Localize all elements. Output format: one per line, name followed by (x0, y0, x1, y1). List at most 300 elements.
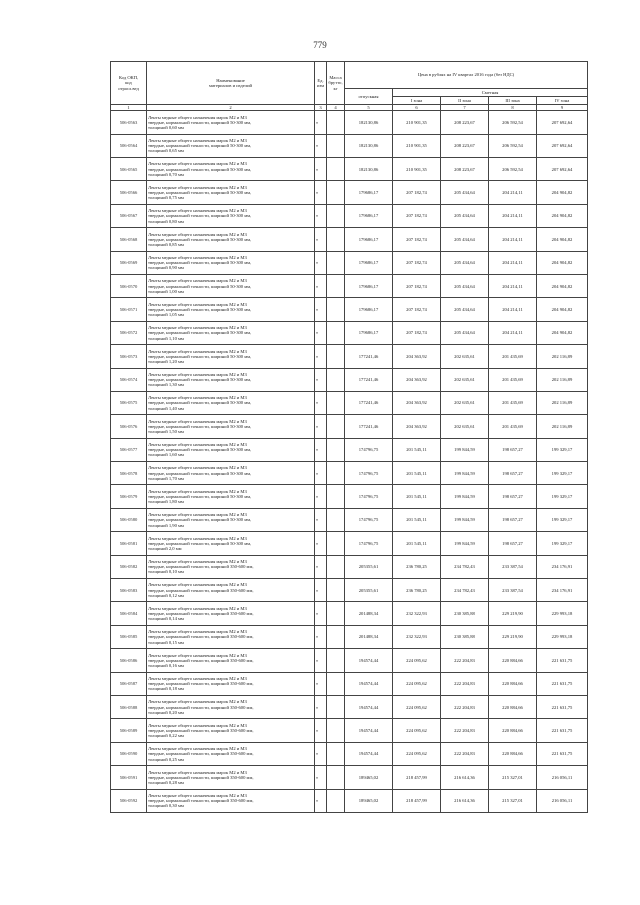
table-row (111, 579, 588, 602)
gross-weight (327, 298, 345, 321)
product-name-line: толщиной 0,80 мм (148, 218, 184, 224)
zone-3-price: 198 657,27 (489, 438, 537, 461)
unit-of-measure: т (315, 134, 327, 157)
zone-3-price: 229 219,90 (489, 602, 537, 625)
product-code: 506-0565 (111, 157, 147, 180)
product-name-line: Ленты медные общего назначения марок М2 и М3 (148, 792, 247, 798)
product-name-line: толщиной 1,10 мм (148, 335, 184, 341)
gross-weight (327, 111, 345, 134)
product-name-line: толщиной 1,05 мм (148, 312, 184, 318)
header-code: Код ОКП, код отрасл.вед (111, 62, 147, 105)
product-name-line: Ленты медные общего назначения марок М2 и М3 (148, 535, 247, 541)
table-row (111, 415, 588, 438)
product-code: 506-0578 (111, 462, 147, 485)
product-name-line: Ленты медные общего назначения марок М2 и М3 (148, 161, 247, 167)
product-code: 506-0591 (111, 766, 147, 789)
unit-of-measure: т (315, 742, 327, 765)
product-name-line: твердые, нормальной точности, шириной 50-300 мм, (148, 400, 252, 406)
gross-weight (327, 228, 345, 251)
product-code: 506-0581 (111, 532, 147, 555)
table-row (111, 462, 588, 485)
product-name (147, 391, 315, 414)
zone-4-price: 207 692,64 (537, 157, 588, 180)
release-price: 179686,17 (345, 251, 393, 274)
product-name-line: толщиной 0,85 мм (148, 241, 184, 247)
header-weight: Масса брутто, кг (327, 62, 345, 105)
col-number: 4 (327, 105, 345, 111)
zone-2-price: 222 204,83 (441, 742, 489, 765)
product-name (147, 555, 315, 578)
zone-3-price: 198 657,27 (489, 508, 537, 531)
zone-1-price: 204 363,92 (393, 345, 441, 368)
product-name (147, 251, 315, 274)
product-name (147, 485, 315, 508)
zone-3-price: 206 592,54 (489, 134, 537, 157)
product-name-line: толщиной 1,20 мм (148, 358, 184, 364)
product-name-line: толщиной 1,00 мм (148, 288, 184, 294)
product-code: 506-0567 (111, 204, 147, 227)
release-price: 194574,44 (345, 742, 393, 765)
gross-weight (327, 579, 345, 602)
product-name (147, 368, 315, 391)
product-name (147, 298, 315, 321)
release-price: 194574,44 (345, 672, 393, 695)
gross-weight (327, 742, 345, 765)
product-code: 506-0574 (111, 368, 147, 391)
gross-weight (327, 368, 345, 391)
release-price: 194574,44 (345, 649, 393, 672)
product-name-line: толщиной 1,90 мм (148, 522, 184, 528)
col-number: 6 (393, 105, 441, 111)
product-name-line: твердые, нормальной точности, шириной 50-300 мм, (148, 494, 252, 500)
product-name-line: Ленты медные общего назначения марок М2 и М3 (148, 137, 247, 143)
zone-1-price: 201 545,11 (393, 462, 441, 485)
unit-of-measure: т (315, 508, 327, 531)
gross-weight (327, 719, 345, 742)
zone-4-price: 204 904,82 (537, 274, 588, 297)
zone-2-price: 216 614,36 (441, 766, 489, 789)
product-name-line: Ленты медные общего назначения марок М2 и М3 (148, 699, 247, 705)
zone-4-price: 199 329,17 (537, 485, 588, 508)
zone-1-price: 218 457,99 (393, 789, 441, 812)
product-name-line: толщиной 0,22 мм (148, 733, 184, 739)
zone-1-price: 236 780,25 (393, 555, 441, 578)
product-name (147, 321, 315, 344)
product-code: 506-0588 (111, 695, 147, 718)
unit-of-measure: т (315, 555, 327, 578)
gross-weight (327, 321, 345, 344)
release-price: 174796,75 (345, 462, 393, 485)
unit-of-measure: т (315, 485, 327, 508)
product-name (147, 462, 315, 485)
gross-weight (327, 157, 345, 180)
gross-weight (327, 555, 345, 578)
product-name-line: толщиной 0,16 мм (148, 662, 184, 668)
product-name-line: Ленты медные общего назначения марок М2 и М3 (148, 722, 247, 728)
zone-2-price: 234 782,43 (441, 555, 489, 578)
gross-weight (327, 438, 345, 461)
zone-2-price: 230 385,88 (441, 625, 489, 648)
zone-3-price: 204 214,11 (489, 204, 537, 227)
zone-1-price: 224 095,62 (393, 649, 441, 672)
product-name (147, 508, 315, 531)
product-name-line: твердые, нормальной точности, шириной 350-600 мм, (148, 611, 254, 616)
unit-of-measure: т (315, 625, 327, 648)
unit-of-measure: т (315, 157, 327, 180)
release-price: 201488,34 (345, 625, 393, 648)
zone-3-price: 204 214,11 (489, 181, 537, 204)
unit-of-measure: т (315, 789, 327, 812)
unit-of-measure: т (315, 345, 327, 368)
zone-3-price: 215 327,01 (489, 789, 537, 812)
gross-weight (327, 625, 345, 648)
product-name-line: толщиной 0,10 мм (148, 569, 184, 575)
table-row (111, 719, 588, 742)
zone-4-price: 204 904,82 (537, 321, 588, 344)
zone-4-price: 229 993,18 (537, 625, 588, 648)
zone-4-price: 234 176,91 (537, 555, 588, 578)
zone-1-price: 207 182,74 (393, 298, 441, 321)
zone-1-price: 210 901,35 (393, 134, 441, 157)
product-name-line: Ленты медные общего назначения марок М2 и М3 (148, 746, 247, 752)
release-price: 182130,86 (345, 111, 393, 134)
unit-of-measure: т (315, 438, 327, 461)
table-row (111, 649, 588, 672)
zone-1-price: 204 363,92 (393, 391, 441, 414)
product-name (147, 134, 315, 157)
zone-3-price: 220 884,66 (489, 672, 537, 695)
product-name-line: твердые, нормальной точности, шириной 350-600 мм, (148, 751, 254, 757)
release-price: 182130,86 (345, 157, 393, 180)
release-price: 174796,75 (345, 438, 393, 461)
release-price: 189465,02 (345, 789, 393, 812)
product-name-line: Ленты медные общего назначения марок М2 и М3 (148, 114, 247, 120)
zone-3-price: 204 214,11 (489, 274, 537, 297)
col-number: 9 (537, 105, 588, 111)
unit-of-measure: т (315, 695, 327, 718)
release-price: 177241,46 (345, 391, 393, 414)
release-price: 179686,17 (345, 274, 393, 297)
table-row (111, 672, 588, 695)
header-zone-3: III зона (489, 97, 537, 105)
product-code: 506-0587 (111, 672, 147, 695)
product-name (147, 204, 315, 227)
table-row (111, 251, 588, 274)
gross-weight (327, 134, 345, 157)
zone-4-price: 202 116,89 (537, 391, 588, 414)
product-name-line: Ленты медные общего назначения марок М2 и М3 (148, 301, 247, 307)
zone-2-price: 208 223,67 (441, 157, 489, 180)
product-code: 506-0586 (111, 649, 147, 672)
product-name (147, 274, 315, 297)
product-name (147, 228, 315, 251)
product-code: 506-0592 (111, 789, 147, 812)
gross-weight (327, 602, 345, 625)
zone-2-price: 205 434,64 (441, 274, 489, 297)
product-name-line: твердые, нормальной точности, шириной 50-300 мм, (148, 447, 252, 453)
product-code: 506-0590 (111, 742, 147, 765)
zone-2-price: 222 204,83 (441, 672, 489, 695)
table-row (111, 228, 588, 251)
product-name-line: твердые, нормальной точности, шириной 350-600 мм, (148, 798, 254, 804)
zone-4-price: 199 329,17 (537, 438, 588, 461)
zone-2-price: 205 434,64 (441, 298, 489, 321)
product-name-line: Ленты медные общего назначения марок М2 и М3 (148, 348, 247, 354)
zone-2-price: 205 434,64 (441, 228, 489, 251)
zone-1-price: 232 322,93 (393, 625, 441, 648)
product-name-line: толщиной 1,30 мм (148, 382, 184, 388)
col-number: 1 (111, 105, 147, 111)
product-name-line: толщиной 0,70 мм (148, 171, 184, 177)
product-name-line: Ленты медные общего назначения марок М2 и М3 (148, 442, 247, 448)
product-name-line: толщиной 1,70 мм (148, 475, 184, 481)
product-name-line: толщиной 0,18 мм (148, 686, 184, 692)
zone-2-price: 222 204,83 (441, 695, 489, 718)
unit-of-measure: т (315, 274, 327, 297)
zone-3-price: 233 387,54 (489, 555, 537, 578)
product-name-line: толщиной 0,28 мм (148, 779, 184, 785)
zone-3-price: 201 435,69 (489, 368, 537, 391)
product-code: 506-0580 (111, 508, 147, 531)
table-row (111, 321, 588, 344)
product-code: 506-0571 (111, 298, 147, 321)
zone-1-price: 210 901,35 (393, 157, 441, 180)
product-name-line: толщиной 0,75 мм (148, 195, 184, 201)
product-code: 506-0589 (111, 719, 147, 742)
table-row (111, 298, 588, 321)
product-code: 506-0585 (111, 625, 147, 648)
zone-3-price: 220 884,66 (489, 695, 537, 718)
product-name (147, 579, 315, 602)
gross-weight (327, 391, 345, 414)
zone-1-price: 224 095,62 (393, 719, 441, 742)
table-row (111, 485, 588, 508)
product-name (147, 649, 315, 672)
zone-2-price: 222 204,83 (441, 649, 489, 672)
product-name-line: Ленты медные общего назначения марок М2 и М3 (148, 395, 247, 401)
unit-of-measure: т (315, 204, 327, 227)
product-name-line: твердые, нормальной точности, шириной 50-300 мм, (148, 540, 252, 546)
table-body (111, 111, 588, 813)
product-code: 506-0569 (111, 251, 147, 274)
table-row (111, 508, 588, 531)
release-price: 179686,17 (345, 298, 393, 321)
product-name-line: Ленты медные общего назначения марок М2 и М3 (148, 418, 247, 424)
unit-of-measure: т (315, 321, 327, 344)
zone-4-price: 221 631,75 (537, 672, 588, 695)
product-name-line: Ленты медные общего назначения марок М2 и М3 (148, 512, 247, 518)
table-row (111, 438, 588, 461)
page-number: 779 (313, 40, 327, 50)
zone-3-price: 201 435,69 (489, 345, 537, 368)
zone-1-price: 207 182,74 (393, 321, 441, 344)
table-row (111, 625, 588, 648)
zone-1-price: 207 182,74 (393, 204, 441, 227)
release-price: 201488,34 (345, 602, 393, 625)
col-number: 7 (441, 105, 489, 111)
product-name (147, 672, 315, 695)
gross-weight (327, 274, 345, 297)
zone-4-price: 199 329,17 (537, 532, 588, 555)
zone-1-price: 207 182,74 (393, 274, 441, 297)
product-name-line: толщиной 1,40 мм (148, 405, 184, 411)
product-code: 506-0575 (111, 391, 147, 414)
zone-1-price: 224 095,62 (393, 695, 441, 718)
release-price: 205355,61 (345, 579, 393, 602)
zone-2-price: 208 223,67 (441, 134, 489, 157)
product-name (147, 532, 315, 555)
product-name-line: толщиной 1,80 мм (148, 499, 184, 505)
unit-of-measure: т (315, 579, 327, 602)
release-price: 177241,46 (345, 415, 393, 438)
table-row (111, 555, 588, 578)
product-name-line: толщиной 1,60 мм (148, 452, 184, 458)
col-number: 5 (345, 105, 393, 111)
product-name-line: Ленты медные общего назначения марок М2 и М3 (148, 278, 247, 284)
table-row (111, 157, 588, 180)
table-row (111, 766, 588, 789)
gross-weight (327, 508, 345, 531)
product-name-line: толщиной 0,15 мм (148, 639, 184, 645)
product-name-line: толщиной 0,14 мм (148, 616, 184, 622)
product-name-line: толщиной 0,25 мм (148, 756, 184, 762)
zone-4-price: 216 056,11 (537, 789, 588, 812)
product-name-line: твердые, нормальной точности, шириной 50-300 мм, (148, 283, 252, 289)
zone-2-price: 208 223,67 (441, 111, 489, 134)
product-name-line: твердые, нормальной точности, шириной 350-600 мм, (148, 564, 254, 570)
product-name-line: твердые, нормальной точности, шириной 50-300 мм, (148, 353, 252, 359)
product-name-line: твердые, нормальной точности, шириной 350-600 мм, (148, 634, 254, 640)
product-code: 506-0583 (111, 579, 147, 602)
product-name (147, 181, 315, 204)
gross-weight (327, 789, 345, 812)
zone-1-price: 201 545,11 (393, 508, 441, 531)
zone-1-price: 201 545,11 (393, 438, 441, 461)
zone-2-price: 205 434,64 (441, 181, 489, 204)
product-code: 506-0563 (111, 111, 147, 134)
release-price: 189465,02 (345, 766, 393, 789)
product-name-line: Ленты медные общего назначения марок М2 и М3 (148, 184, 247, 190)
release-price: 179686,17 (345, 321, 393, 344)
product-name-line: Ленты медные общего назначения марок М2 и М3 (148, 465, 247, 471)
product-name (147, 719, 315, 742)
header-zone-1: I зона (393, 97, 441, 105)
product-name-line: твердые, нормальной точности, шириной 50-300 мм, (148, 189, 252, 195)
zone-4-price: 229 993,18 (537, 602, 588, 625)
gross-weight (327, 251, 345, 274)
product-code: 506-0579 (111, 485, 147, 508)
zone-3-price: 198 657,27 (489, 532, 537, 555)
product-name-line: толщиной 0,20 мм (148, 709, 184, 715)
zone-2-price: 216 614,36 (441, 789, 489, 812)
product-name-line: твердые, нормальной точности, шириной 50-300 мм, (148, 143, 252, 149)
zone-2-price: 202 635,61 (441, 415, 489, 438)
release-price: 179686,17 (345, 181, 393, 204)
zone-3-price: 220 884,66 (489, 649, 537, 672)
product-name-line: толщиной 0,60 мм (148, 125, 184, 130)
zone-3-price: 204 214,11 (489, 228, 537, 251)
zone-1-price: 236 780,25 (393, 579, 441, 602)
release-price: 177241,46 (345, 368, 393, 391)
product-code: 506-0566 (111, 181, 147, 204)
release-price: 177241,46 (345, 345, 393, 368)
zone-1-price: 207 182,74 (393, 251, 441, 274)
product-name-line: твердые, нормальной точности, шириной 50-300 мм, (148, 470, 252, 476)
release-price: 179686,17 (345, 204, 393, 227)
header-zone-2: II зона (441, 97, 489, 105)
header-name: Наименование материалов и изделий (147, 62, 315, 105)
product-name-line: твердые, нормальной точности, шириной 350-600 мм, (148, 774, 254, 780)
zone-2-price: 199 844,59 (441, 508, 489, 531)
zone-4-price: 204 904,82 (537, 181, 588, 204)
product-code: 506-0564 (111, 134, 147, 157)
product-name-line: Ленты медные общего назначения марок М2 и М3 (148, 652, 247, 658)
product-name-line: твердые, нормальной точности, шириной 350-600 мм, (148, 657, 254, 663)
zone-2-price: 202 635,61 (441, 368, 489, 391)
table-row (111, 391, 588, 414)
unit-of-measure: т (315, 649, 327, 672)
product-name (147, 111, 315, 134)
unit-of-measure: т (315, 368, 327, 391)
gross-weight (327, 345, 345, 368)
zone-3-price: 201 435,69 (489, 391, 537, 414)
product-code: 506-0582 (111, 555, 147, 578)
table-row (111, 204, 588, 227)
product-name (147, 157, 315, 180)
product-name-line: твердые, нормальной точности, шириной 50-300 мм, (148, 306, 252, 312)
product-name (147, 695, 315, 718)
zone-2-price: 222 204,83 (441, 719, 489, 742)
product-name-line: Ленты медные общего назначения марок М2 и М3 (148, 559, 247, 565)
release-price: 174796,75 (345, 508, 393, 531)
product-name-line: Ленты медные общего назначения марок М2 и М3 (148, 208, 247, 214)
gross-weight (327, 695, 345, 718)
zone-4-price: 221 631,75 (537, 695, 588, 718)
zone-2-price: 234 782,43 (441, 579, 489, 602)
table-row (111, 111, 588, 134)
zone-1-price: 204 363,92 (393, 368, 441, 391)
product-name-line: твердые, нормальной точности, шириной 50-300 мм, (148, 236, 252, 242)
unit-of-measure: т (315, 532, 327, 555)
gross-weight (327, 181, 345, 204)
table-row (111, 602, 588, 625)
unit-of-measure: т (315, 672, 327, 695)
zone-4-price: 202 116,89 (537, 368, 588, 391)
product-code: 506-0572 (111, 321, 147, 344)
price-table (110, 61, 588, 813)
header-estimate-group: Сметная (393, 89, 588, 97)
unit-of-measure: т (315, 391, 327, 414)
product-name-line: твердые, нормальной точности, шириной 50-300 мм, (148, 260, 252, 266)
product-code: 506-0577 (111, 438, 147, 461)
table-row (111, 532, 588, 555)
zone-3-price: 220 884,66 (489, 719, 537, 742)
zone-3-price: 233 387,54 (489, 579, 537, 602)
table-row (111, 134, 588, 157)
zone-3-price: 201 435,69 (489, 415, 537, 438)
zone-1-price: 224 095,62 (393, 672, 441, 695)
unit-of-measure: т (315, 415, 327, 438)
release-price: 205355,61 (345, 555, 393, 578)
product-name-line: Ленты медные общего назначения марок М2 и М3 (148, 371, 247, 377)
product-code: 506-0573 (111, 345, 147, 368)
table-row (111, 695, 588, 718)
gross-weight (327, 415, 345, 438)
unit-of-measure: т (315, 462, 327, 485)
zone-2-price: 202 635,61 (441, 345, 489, 368)
zone-2-price: 199 844,59 (441, 485, 489, 508)
zone-2-price: 199 844,59 (441, 462, 489, 485)
